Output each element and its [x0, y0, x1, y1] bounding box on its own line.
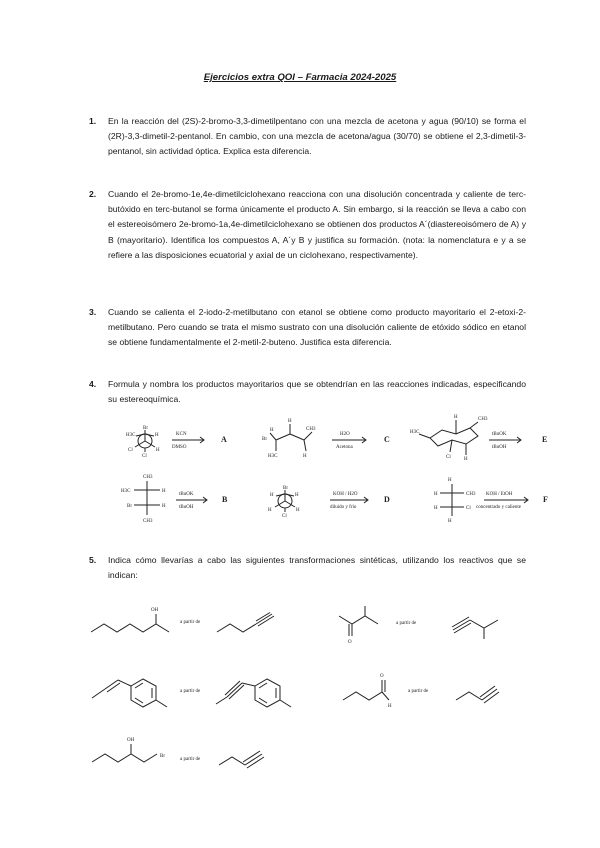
synthesis-4: [343, 674, 499, 709]
label-h: H: [270, 428, 274, 433]
label-h: H: [162, 504, 166, 509]
skeleton-chain: [339, 616, 378, 624]
question-number: 2.: [89, 189, 97, 199]
label-h3c: H3C: [410, 430, 420, 435]
label-h: H: [155, 433, 159, 438]
label-br: Br: [143, 426, 148, 431]
label-h: H: [434, 492, 438, 497]
reagent-top: tBuOK: [179, 492, 194, 497]
transform-label: a partir de: [408, 689, 429, 694]
label-h: H: [295, 493, 299, 498]
label-h3c: H3C: [126, 433, 136, 438]
label-h: H: [448, 519, 452, 524]
reaction-6: [434, 478, 548, 524]
question-text: En la reacción del (2S)-2-bromo-3,3-dimetilpentano con una mezcla de acetona y agua (90/10) se forma el (2R)-3,3-dimetil-2-pentanol. En cambio, con una mezcla de acetona/agua (30/70) se obtiene el 2,3-dimetil-3-pentanol, sin actividad óptica. Explica esta diferencia.: [108, 116, 526, 157]
label-h: H: [388, 704, 392, 709]
label-h: H: [303, 454, 307, 459]
label-h: H: [296, 508, 300, 513]
synthesis-2: [339, 606, 498, 645]
label-h: H: [448, 478, 452, 483]
label-oh: OH: [127, 738, 135, 743]
reagent-bottom: diluido y frío: [330, 505, 357, 510]
question-text: Formula y nombra los productos mayoritarios que se obtendrían en las reacciones indicadas, especificando su estereoquímica.: [108, 379, 526, 405]
skeleton-chain: [217, 624, 256, 632]
label-br: Br: [160, 754, 165, 759]
reagent-top: KOH / H2O: [333, 492, 358, 497]
reaction-5: [268, 486, 390, 519]
question-text: Cuando se calienta el 2-iodo-2-metilbutano con etanol se obtiene como producto mayoritario el 2-etoxi-2-metilbutano. Pero cuando se trata el mismo sustrato con una disolución caliente de etóxido sódico en etanol se obtiene fundamentalmente el 2-metil-2-buteno. Justifica esta diferencia.: [108, 307, 526, 348]
label-br: Br: [262, 437, 267, 442]
reagent-bottom: tBuOH: [179, 505, 194, 510]
product-label: C: [384, 435, 390, 444]
label-ch3: CH3: [143, 519, 153, 524]
synthesis-3: [92, 679, 291, 707]
reagent-bottom: tBuOH: [492, 445, 507, 450]
label-ch3: CH3: [306, 427, 316, 432]
product-label: E: [542, 435, 548, 444]
skeleton-chain: [456, 692, 482, 700]
label-h: H: [156, 448, 160, 453]
label-cl: Cl: [282, 514, 287, 519]
reagent-bottom: concentrado y caliente: [476, 505, 521, 510]
label-cl: Cl: [128, 448, 133, 453]
label-h: H: [268, 508, 272, 513]
question-number: 3.: [89, 307, 97, 317]
reaction-2: [262, 419, 390, 459]
reagent-top: KOH / EtOH: [486, 492, 513, 497]
reaction-3: [410, 415, 547, 462]
reagent-top: KCN: [176, 432, 187, 437]
product-label: F: [543, 495, 548, 504]
reaction-4: [121, 475, 228, 524]
page-title: Ejercicios extra QOI – Farmacia 2024-2025: [203, 72, 397, 83]
skeleton-chain: [343, 692, 382, 700]
product-label: A: [221, 435, 227, 444]
label-ch3: CH3: [478, 417, 488, 422]
label-ch3: CH3: [466, 492, 476, 497]
product-label: D: [384, 495, 390, 504]
product-label: B: [222, 495, 228, 504]
question-text: Cuando el 2e-bromo-1e,4e-dimetilciclohexano reacciona con una disolución concentrada y caliente de terc-butóxido en terc-butanol se forma únicamente el producto A. Sin embargo, si la reacción se lleva a cabo con el estereoisómero 2e-bromo-1a,4e-dimetilciclohexano se obtienen dos productos A´(diastereoisómero de A) y B (mayoritario). Identifica los compuestos A, A´y B y justifica su formación. (nota: la nomenclatura e y a se refiere a las disposiciones ecuatorial y axial de un ciclohexano, respectivamente).: [108, 189, 526, 260]
transform-label: a partir de: [396, 621, 417, 626]
question-number: 5.: [89, 555, 97, 565]
reaction-1: [126, 426, 227, 459]
label-cl: Cl: [446, 455, 451, 460]
reagent-bottom: Acetona: [336, 445, 353, 450]
transform-label: a partir de: [180, 757, 201, 762]
reagent-top: tBuOK: [492, 432, 507, 437]
label-oh: OH: [151, 608, 159, 613]
synthesis-1: [91, 608, 274, 632]
label-cl: Cl: [466, 506, 471, 511]
transform-label: a partir de: [180, 689, 201, 694]
skeleton-chain: [219, 757, 245, 765]
question-number: 4.: [89, 379, 97, 389]
transform-label: a partir de: [180, 620, 201, 625]
label-h: H: [464, 457, 468, 462]
synthesis-5: [92, 738, 264, 768]
label-h3c: H3C: [268, 454, 278, 459]
label-h: H: [288, 419, 292, 424]
label-h: H: [270, 493, 274, 498]
reagent-top: H2O: [340, 432, 350, 437]
label-o: O: [348, 640, 352, 645]
label-h: H: [162, 489, 166, 494]
label-o: O: [380, 674, 384, 679]
label-h: H: [454, 415, 458, 420]
label-ch3: CH3: [143, 475, 153, 480]
label-br: Br: [127, 504, 132, 509]
reagent-bottom: DMSO: [172, 445, 187, 450]
label-h3c: H3C: [121, 489, 131, 494]
label-cl: Cl: [142, 454, 147, 459]
skeleton-chain: [470, 620, 498, 628]
label-br: Br: [283, 486, 288, 491]
skeleton-chain: [92, 754, 157, 762]
question-text: Indica cómo llevarías a cabo las siguientes transformaciones sintéticas, utilizando los reactivos que se indican:: [108, 555, 526, 581]
label-h: H: [434, 506, 438, 511]
chair-ring: [430, 428, 478, 446]
question-number: 1.: [89, 116, 97, 126]
skeleton-chain: [91, 624, 169, 632]
